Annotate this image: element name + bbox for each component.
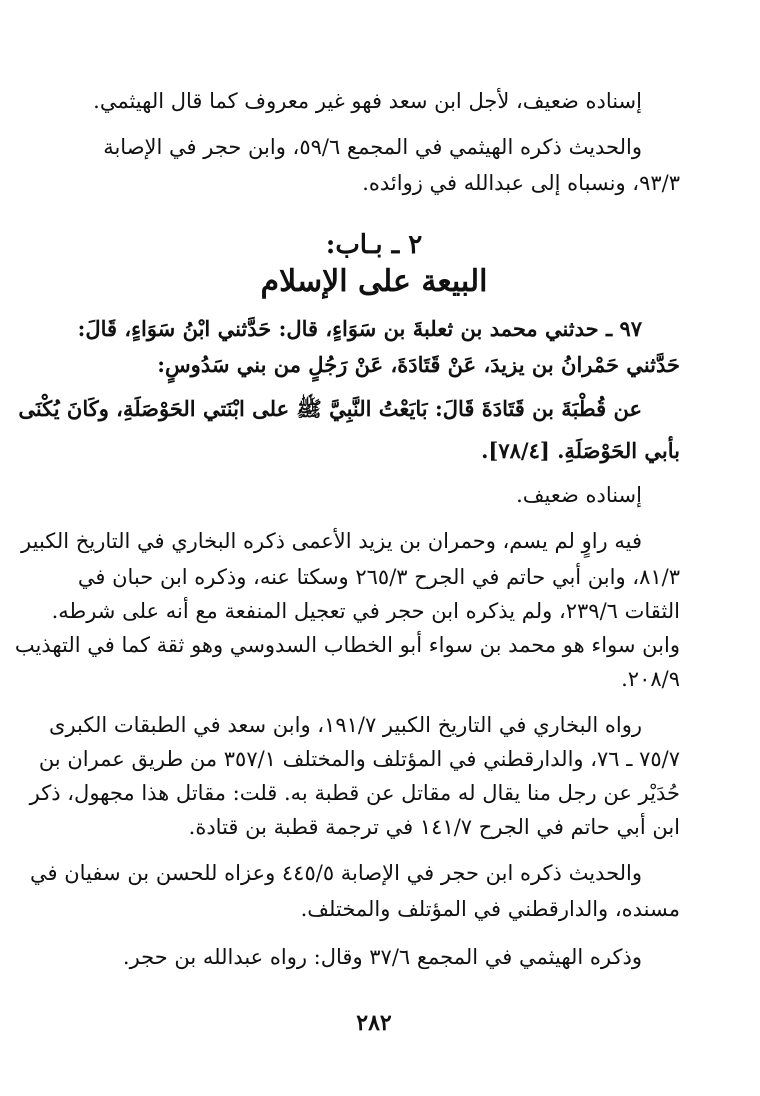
text-line: إسناده ضعيف، لأجل ابن سعد فهو غير معروف كما قال الهيثمي. <box>93 89 642 113</box>
hadith-line: حَدَّثني حَمْرانُ بن يزيدَ، عَنْ قَتَادَةَ، عَنْ رَجُلٍ من بني سَدُوسٍ: <box>157 352 680 377</box>
commentary-line: ٨١/٣، وابن أبي حاتم في الجرح ٢٦٥/٣ وسكتا عنه، وذكره ابن حبان في <box>77 565 680 589</box>
commentary-line: وذكره الهيثمي في المجمع ٣٧/٦ وقال: رواه عبدالله بن حجر. <box>122 945 642 969</box>
chapter-title: البيعة على الإسلام <box>260 264 488 299</box>
chapter-number: ٢ ـ بـاب: <box>325 230 423 260</box>
page-number: ٢٨٢ <box>356 1010 392 1036</box>
text-line: والحديث ذكره الهيثمي في المجمع ٥٩/٦، وابن حجر في الإصابة <box>103 135 642 159</box>
commentary-line: ٧٥/٧ ـ ٧٦، والدارقطني في المؤتلف والمختلف ٣٥٧/١ من طريق عمران بن <box>38 747 680 771</box>
commentary-line: رواه البخاري في التاريخ الكبير ١٩١/٧، وابن سعد في الطبقات الكبرى <box>49 713 642 737</box>
text-line: ٩٣/٣، ونسباه إلى عبدالله في زوائده. <box>362 171 680 195</box>
commentary-line: حُدَيْر عن رجل منا يقال له مقاتل عن قطبة به. قلت: مقاتل هذا مجهول، ذكر <box>29 781 680 805</box>
commentary-line: ابن أبي حاتم في الجرح ١٤١/٧ في ترجمة قطبة بن قتادة. <box>188 815 680 839</box>
commentary-line: فيه راوٍ لم يسم، وحمران بن يزيد الأعمى ذكره البخاري في التاريخ الكبير <box>21 529 642 553</box>
commentary-line: الثقات ٢٣٩/٦، ولم يذكره ابن حجر في تعجيل المنفعة مع أنه على شرطه. <box>51 599 680 623</box>
commentary-line: وابن سواء هو محمد بن سواء أبو الخطاب السدوسي وهو ثقة كما في التهذيب <box>14 633 680 657</box>
hadith-line: بأبي الحَوْصَلَةِ. [٧٨/٤]. <box>481 438 680 463</box>
commentary-line: إسناده ضعيف. <box>516 483 642 507</box>
commentary-line: ٢٠٨/٩. <box>621 667 680 691</box>
commentary-line: والحديث ذكره ابن حجر في الإصابة ٤٤٥/٥ وعزاه للحسن بن سفيان في <box>30 861 642 885</box>
commentary-line: مسنده، والدارقطني في المؤتلف والمختلف. <box>300 897 680 921</box>
hadith-line: ٩٧ ـ حدثني محمد بن ثعلبةَ بن سَوَاءٍ، قال: حَدَّثني ابْنُ سَوَاءٍ، قَالَ: <box>77 316 642 341</box>
hadith-line: عن قُطْبَةَ بن قَتَادَةَ قَالَ: بَايَعْتُ النَّبِيَّ ﷺ على ابْنَتي الحَوْصَلَةِ، وكَانَ يُكْنَى <box>18 396 642 421</box>
